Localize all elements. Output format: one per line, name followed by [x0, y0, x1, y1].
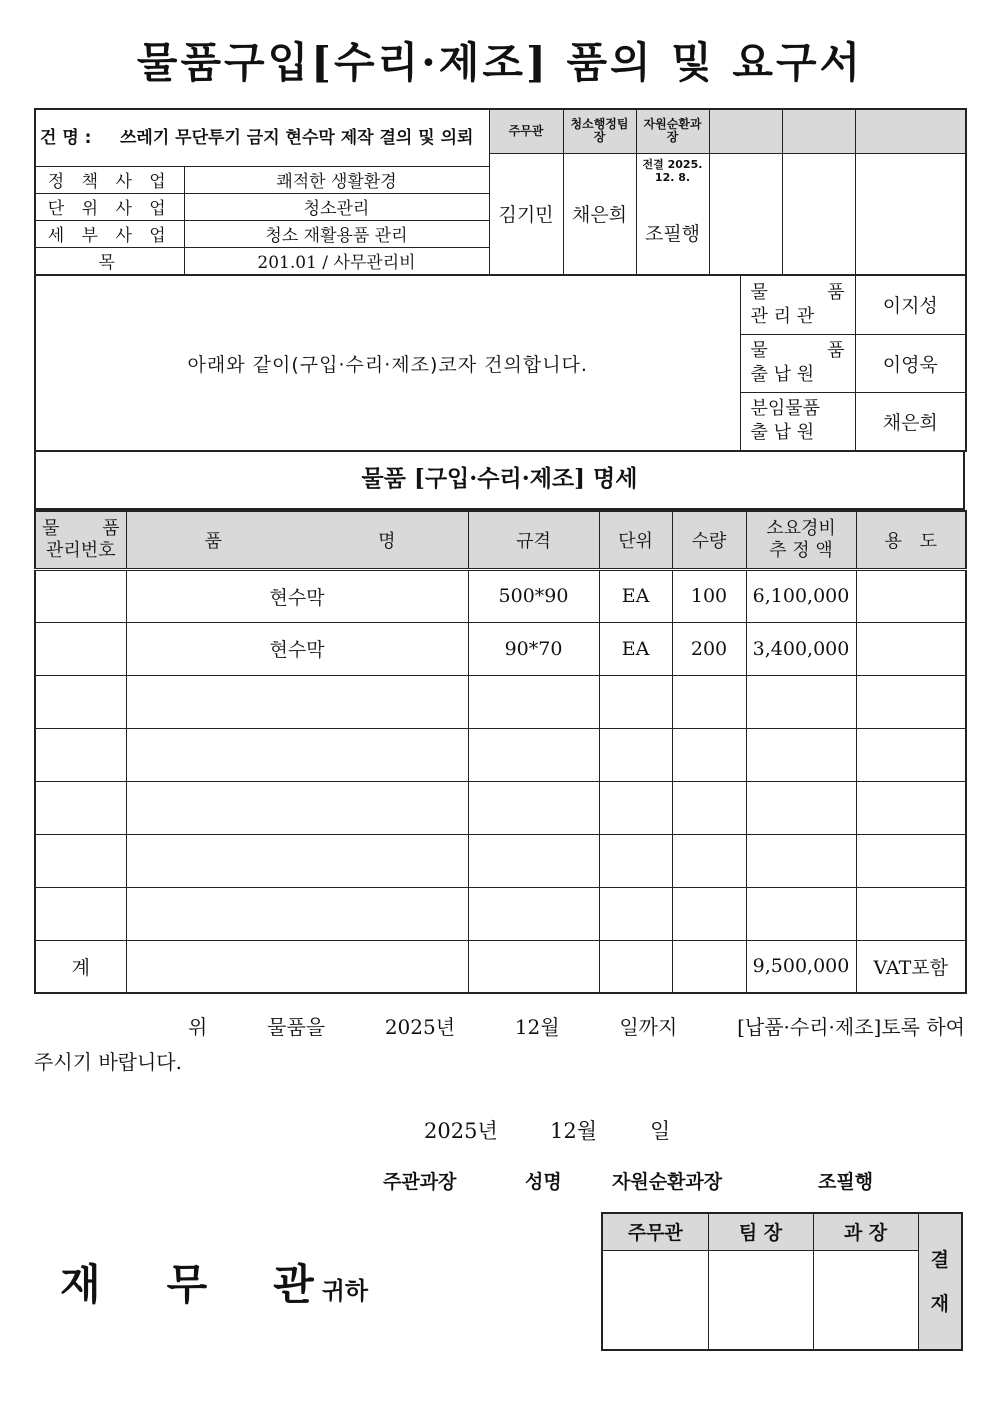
budget-label: 세 부 사 업	[35, 220, 184, 247]
item-row	[35, 622, 966, 675]
officer-label: 물 품 관 리 관	[740, 275, 855, 334]
item-no	[35, 887, 126, 940]
col-cost: 소요경비 추 정 액	[746, 511, 856, 569]
col-qty: 수량	[672, 511, 746, 569]
final-approval-header: 팀 장	[708, 1213, 813, 1250]
total-blank	[599, 940, 672, 993]
total-blank	[672, 940, 746, 993]
approval-header-1: 주무관	[489, 109, 563, 153]
dept-name-label: 성명	[525, 1171, 562, 1193]
dept-person: 조필행	[818, 1171, 874, 1193]
item-name: 현수막	[126, 622, 468, 675]
item-row	[35, 675, 966, 728]
item-unit	[599, 887, 672, 940]
signer-3-cell	[636, 153, 709, 275]
item-cost: 3,400,000	[746, 622, 856, 675]
total-amount: 9,500,000	[746, 940, 856, 993]
item-use	[856, 675, 966, 728]
dept-name: 자원순환과장	[612, 1171, 723, 1193]
item-unit	[599, 728, 672, 781]
item-unit	[599, 675, 672, 728]
approval-header-2: 청소행정팀장	[563, 109, 636, 153]
item-name	[126, 887, 468, 940]
approval-header-6	[855, 109, 966, 153]
item-header-row	[35, 511, 966, 569]
approval-header-5	[782, 109, 855, 153]
date-month: 12월	[550, 1119, 598, 1143]
item-spec	[468, 887, 599, 940]
officer-name: 채은희	[855, 392, 966, 451]
total-blank	[468, 940, 599, 993]
item-unit: EA	[599, 622, 672, 675]
final-approval-sign	[813, 1250, 918, 1350]
item-row	[35, 781, 966, 834]
item-no	[35, 569, 126, 622]
total-row	[35, 940, 966, 993]
item-spec	[468, 728, 599, 781]
item-unit	[599, 834, 672, 887]
item-qty	[672, 834, 746, 887]
delivery-line-1: 위 물품을 2025년 12월 일까지 [납품·수리·제조]토록 하여	[188, 1015, 965, 1039]
item-qty: 200	[672, 622, 746, 675]
delivery-statement	[34, 1010, 965, 1080]
item-no	[35, 834, 126, 887]
item-no	[35, 675, 126, 728]
final-approval-header: 과 장	[813, 1213, 918, 1250]
item-qty	[672, 887, 746, 940]
item-name	[126, 728, 468, 781]
total-note: VAT포함	[856, 940, 966, 993]
item-row	[35, 887, 966, 940]
request-text: 아래와 같이(구입·수리·제조)코자 건의합니다.	[35, 275, 740, 451]
approval-blank-5	[782, 153, 855, 275]
item-qty	[672, 781, 746, 834]
item-unit: EA	[599, 569, 672, 622]
approval-blank-6	[855, 153, 966, 275]
item-use	[856, 781, 966, 834]
officer-label: 분임물품 출 납 원	[740, 392, 855, 451]
approval-note: 전결 2025. 12. 8.	[642, 157, 703, 184]
item-spec	[468, 834, 599, 887]
addressee: 재 무 관 귀하	[60, 1260, 369, 1309]
item-cost	[746, 887, 856, 940]
budget-value: 청소관리	[184, 193, 489, 220]
subject-cell	[35, 109, 489, 166]
spec-title: 물품 [구입·수리·제조] 명세	[34, 450, 965, 510]
final-approval-table	[601, 1212, 963, 1351]
dept-label: 주관과장	[383, 1171, 457, 1193]
item-table	[34, 510, 967, 994]
budget-label: 정 책 사 업	[35, 166, 184, 193]
final-approval-side: 결 재	[918, 1213, 962, 1350]
signer-2: 채은희	[563, 153, 636, 275]
item-name	[126, 675, 468, 728]
col-spec: 규격	[468, 511, 599, 569]
final-approval-sign	[708, 1250, 813, 1350]
item-name	[126, 834, 468, 887]
subject-text: 쓰레기 무단투기 금지 현수막 제작 결의 및 의뢰	[120, 127, 474, 148]
officer-name: 이지성	[855, 275, 966, 334]
date-year: 2025년	[424, 1119, 498, 1143]
item-no	[35, 781, 126, 834]
budget-value: 청소 재활용품 관리	[184, 220, 489, 247]
item-use	[856, 887, 966, 940]
item-spec	[468, 781, 599, 834]
officer-name: 이영욱	[855, 334, 966, 392]
total-blank	[126, 940, 468, 993]
date-day: 일	[650, 1119, 671, 1143]
budget-value: 쾌적한 생활환경	[184, 166, 489, 193]
col-item-name: 품 명	[126, 511, 468, 569]
request-officer-table	[34, 274, 967, 452]
final-approval-header: 주무관	[602, 1213, 708, 1250]
item-use	[856, 622, 966, 675]
item-name: 현수막	[126, 569, 468, 622]
approval-header-3: 자원순환과장	[636, 109, 709, 153]
item-spec: 90*70	[468, 622, 599, 675]
col-mgmt-no: 물 품 관리번호	[35, 511, 126, 569]
item-qty	[672, 675, 746, 728]
budget-label: 목	[35, 247, 184, 275]
final-approval-sign	[602, 1250, 708, 1350]
subject-label: 건 명 :	[40, 127, 92, 148]
item-spec	[468, 675, 599, 728]
item-cost	[746, 834, 856, 887]
item-no	[35, 622, 126, 675]
item-use	[856, 569, 966, 622]
delivery-line-2: 주시기 바랍니다.	[34, 1050, 182, 1074]
document-title: 물품구입[수리·제조] 품의 및 요구서	[136, 38, 864, 87]
item-cost	[746, 781, 856, 834]
total-label: 계	[35, 940, 126, 993]
item-cost: 6,100,000	[746, 569, 856, 622]
officer-label: 물 품 출 납 원	[740, 334, 855, 392]
item-row	[35, 834, 966, 887]
signer-1: 김기민	[489, 153, 563, 275]
approval-blank-4	[709, 153, 782, 275]
approval-header-4	[709, 109, 782, 153]
col-use: 용 도	[856, 511, 966, 569]
item-use	[856, 728, 966, 781]
item-name	[126, 781, 468, 834]
item-spec: 500*90	[468, 569, 599, 622]
col-unit: 단위	[599, 511, 672, 569]
item-qty: 100	[672, 569, 746, 622]
item-cost	[746, 728, 856, 781]
item-body	[35, 569, 966, 940]
item-row	[35, 728, 966, 781]
item-no	[35, 728, 126, 781]
item-cost	[746, 675, 856, 728]
header-table	[34, 108, 967, 276]
item-row	[35, 569, 966, 622]
budget-label: 단 위 사 업	[35, 193, 184, 220]
budget-value: 201.01 / 사무관리비	[184, 247, 489, 275]
item-use	[856, 834, 966, 887]
item-qty	[672, 728, 746, 781]
signer-3: 조필행	[644, 223, 701, 246]
item-unit	[599, 781, 672, 834]
